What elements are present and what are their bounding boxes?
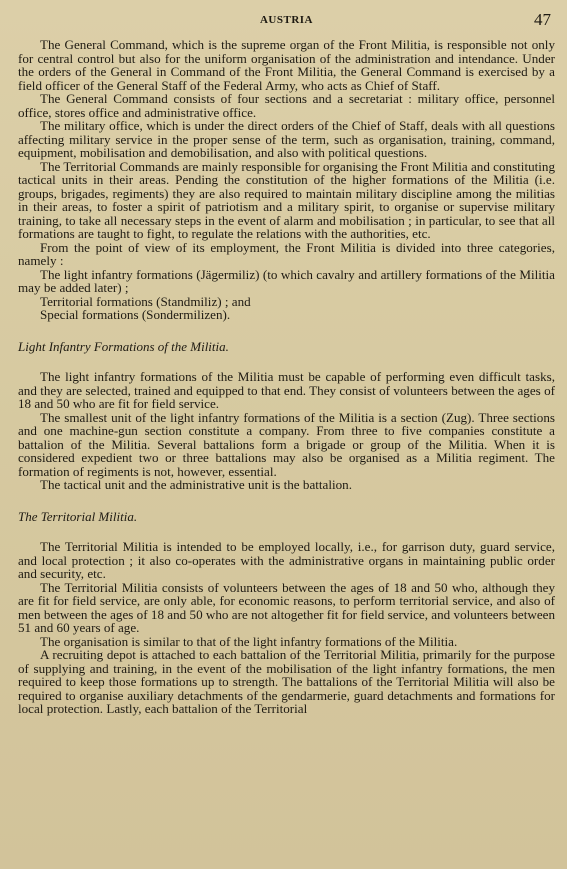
paragraph-territorial-composition: The Territorial Militia consists of volunteers between the ages of 18 and 50 who, although they are fit for field service, are only able, for economic reasons, to perform territorial service, and also of men between the ages of 18 and 50 who are not altogether fit for field service, and volunteers between 51 and 60 years of age. <box>18 579 555 635</box>
category-light-infantry: The light infantry formations (Jägermiliz) (to which cavalry and artillery formations of the Militia may be added later) ; <box>18 266 555 295</box>
paragraph-light-infantry-capability: The light infantry formations of the Militia must be capable of performing even difficult tasks, and they are selected, trained and equipped to that end. They consist of volunteers between the ages of 18 and 50 who are fit for field service. <box>18 369 555 411</box>
paragraph-categories-intro: From the point of view of its employment, the Front Militia is divided into three categories, namely : <box>18 239 555 268</box>
paragraph-general-command: The General Command, which is the supreme organ of the Front Militia, is responsible not only for central control but also for the uniform organisation of the administration and intendance. Under the orders of the General in Command of the Front Militia, the General Command is exercised by a field officer of the General Staff of the Federal Army, who acts as Chief of Staff. <box>18 37 555 93</box>
paragraph-territorial-commands: The Territorial Commands are mainly responsible for organising the Front Militia and constituting tactical units in their areas. Pending the constitution of the higher formations of the Militia (i.e. groups, brigades, regiments) they are also required to maintain military discipline among the militias in their areas, to foster a spirit of patriotism and a military spirit, to organise or supervise military training, to take all necessary steps in the event of alarm and mobilisation ; in particular, to see that all formations are taught to fight, to regulate the relations with the authorities, etc. <box>18 158 555 241</box>
paragraph-command-sections: The General Command consists of four sections and a secretariat : military office, personnel office, stores office and administrative office. <box>18 91 555 120</box>
paragraph-tactical-unit: The tactical unit and the administrative unit is the battalion. <box>40 477 352 492</box>
page-body <box>18 38 555 716</box>
running-head: AUSTRIA <box>259 14 313 26</box>
category-territorial: Territorial formations (Standmiliz) ; and <box>40 293 251 309</box>
paragraph-territorial-purpose: The Territorial Militia is intended to be employed locally, i.e., for garrison duty, guard service, and local protection ; it also co-operates with the administrative organs in maintaining public order and security, etc. <box>18 539 555 581</box>
page-number: 47 <box>534 10 551 29</box>
category-special: Special formations (Sondermilizen). <box>40 307 231 322</box>
paragraph-recruiting-depot: A recruiting depot is attached to each battalion of the Territorial Militia, primarily for the purpose of supplying and training, in the event of the mobilisation of the light infantry formations, the men required to keep those formations up to strength. The battalions of the Territorial Militia will also be required to organise auxiliary detachments of the gendarmerie, guard detachments and formations for local protection. Lastly, each battalion of the Territorial <box>18 647 555 716</box>
paragraph-military-office: The military office, which is under the direct orders of the Chief of Staff, deals with all questions affecting military service in the proper sense of the term, such as organisation, training, command, equipment, mobilisation and demobilisation, and also with political questions. <box>18 118 555 160</box>
page-header <box>18 12 555 38</box>
heading-territorial-militia: The Territorial Militia. <box>18 508 138 524</box>
heading-light-infantry: Light Infantry Formations of the Militia. <box>18 338 229 354</box>
paragraph-light-infantry-units: The smallest unit of the light infantry formations of the Militia is a section (Zug). Three sections and one machine-gun section constitute a company. From three to five companies constitute a battalion of the Militia. Several battalions form a brigade or group of the Militia. When it is considered expedient two or three battalions may also be organised as a Militia regiment. The formation of regiments is not, however, essential. <box>18 409 555 479</box>
paragraph-territorial-organisation: The organisation is similar to that of the light infantry formations of the Militia. <box>40 633 458 649</box>
